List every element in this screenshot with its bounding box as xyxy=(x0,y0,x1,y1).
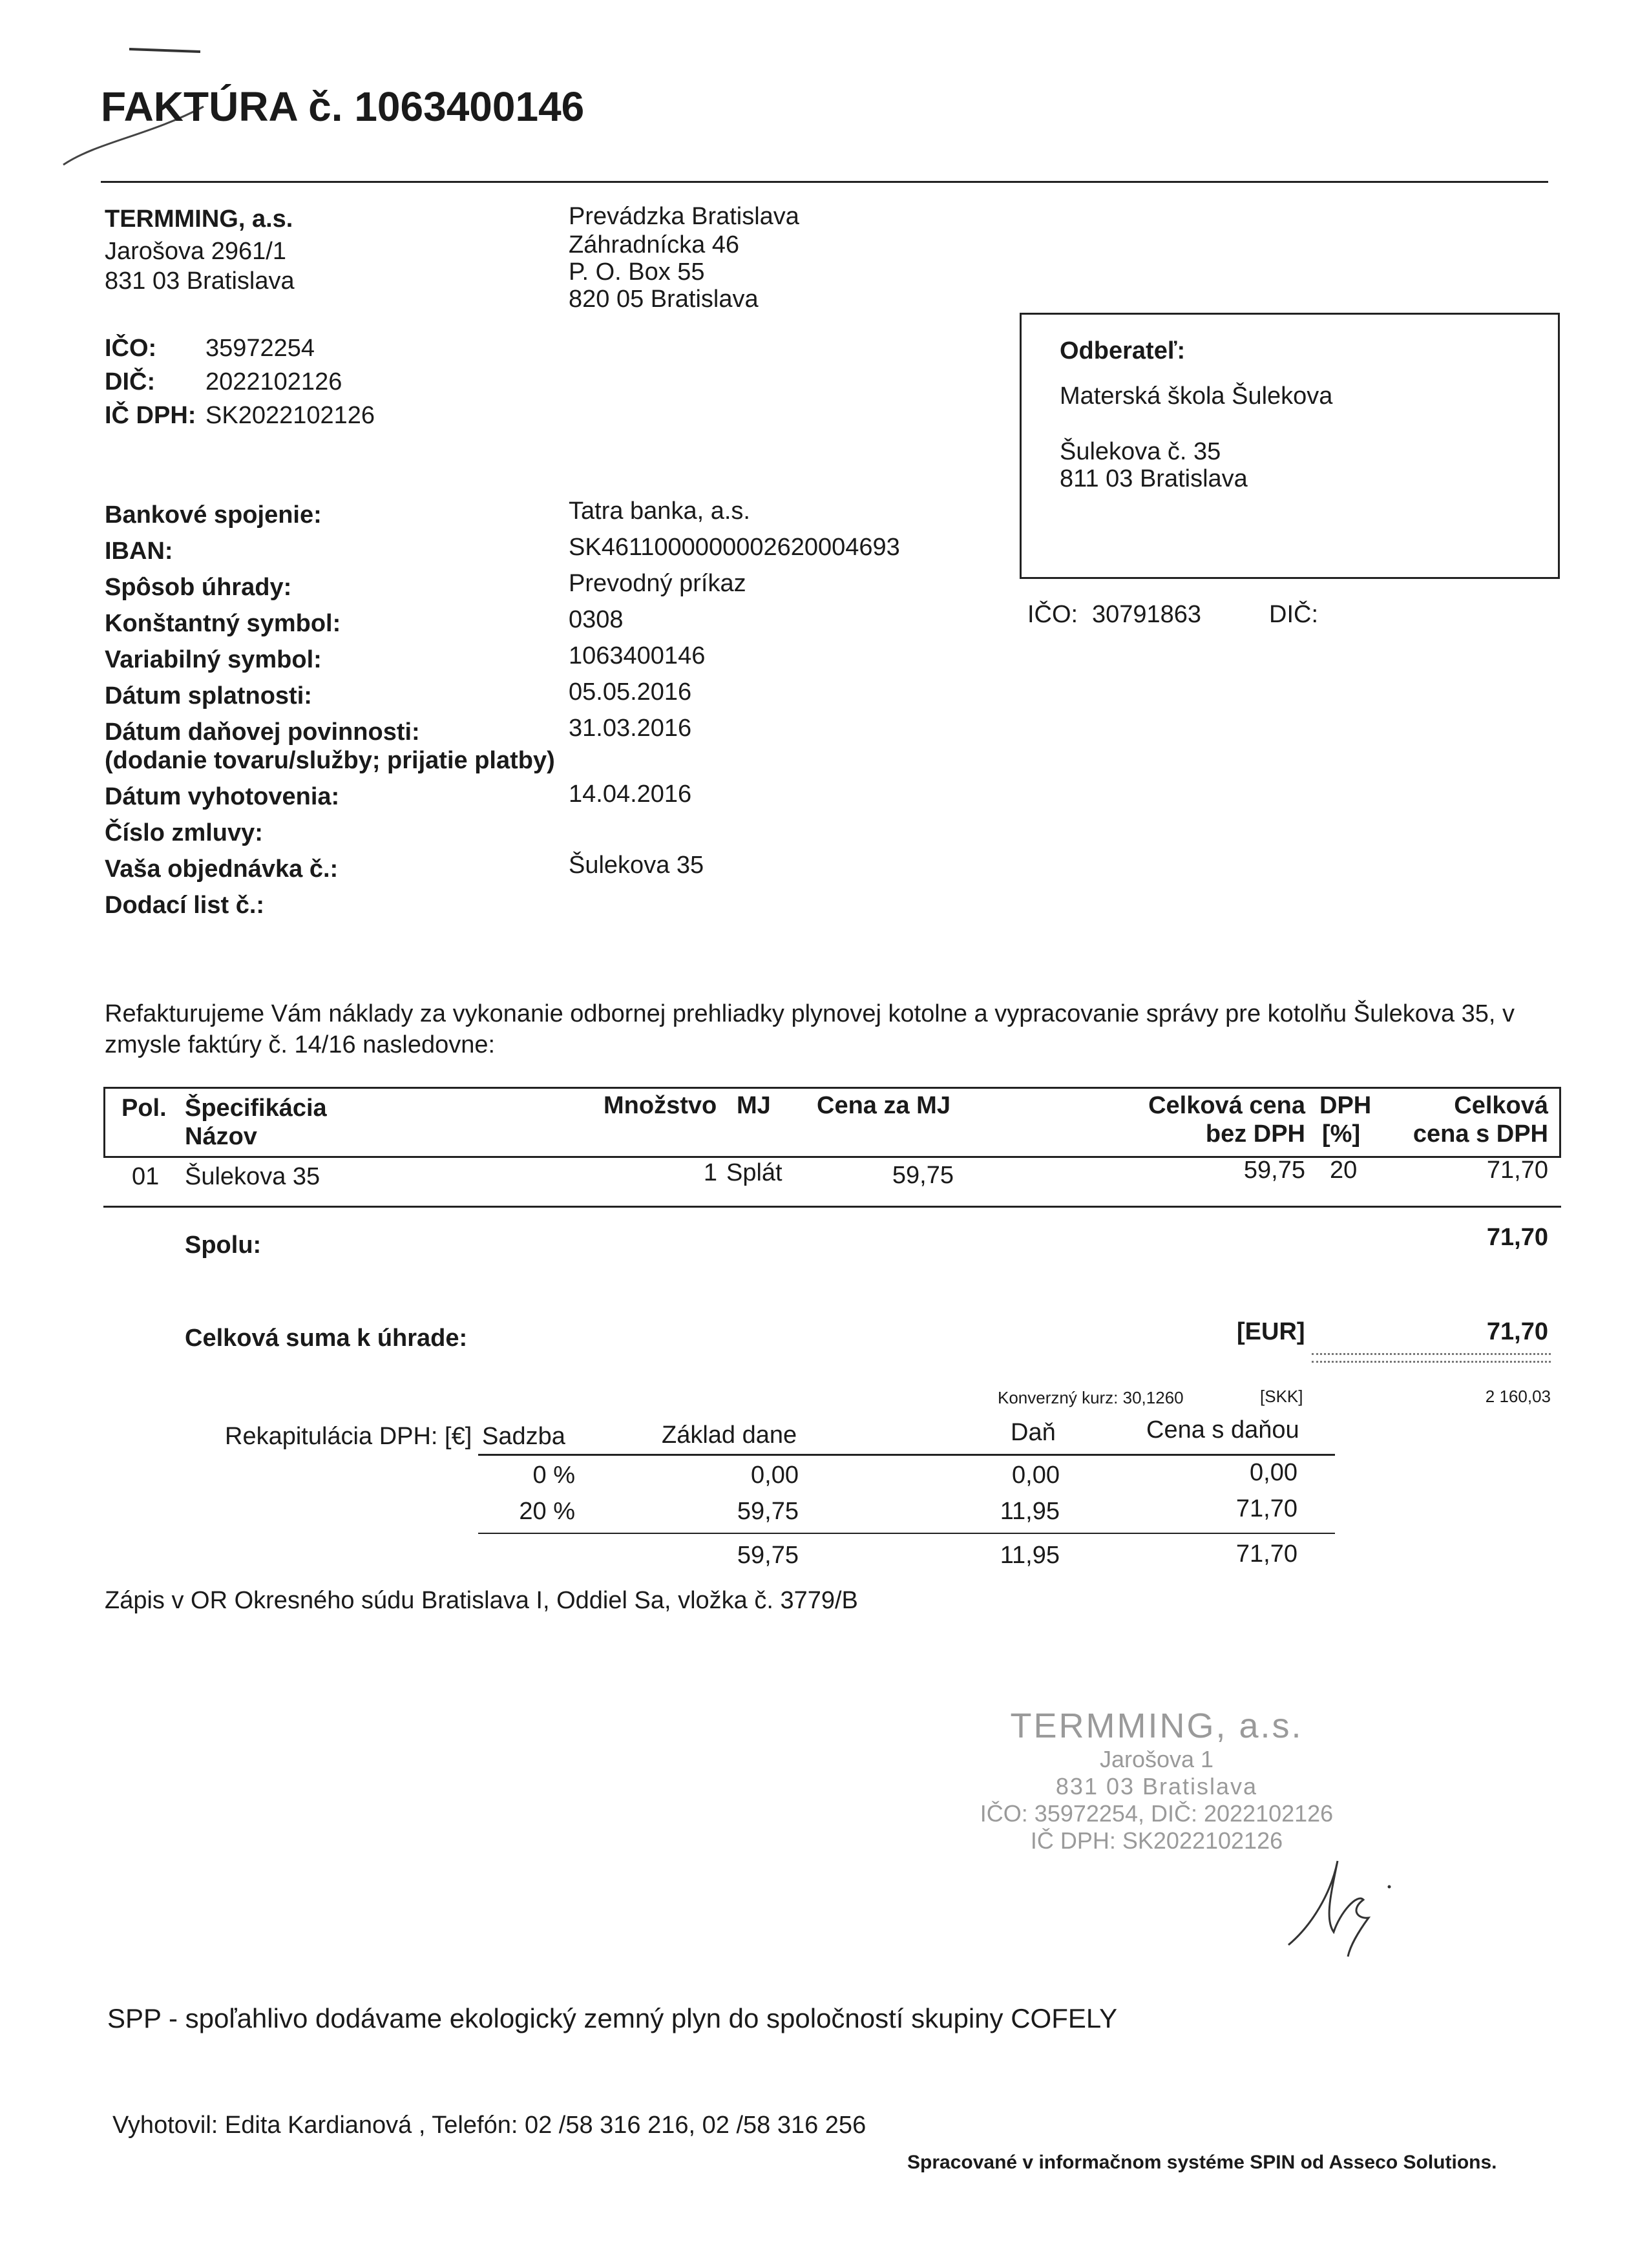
detail-value: Prevodný príkaz xyxy=(569,570,746,597)
detail-value: Tatra banka, a.s. xyxy=(569,498,750,525)
detail-label: IBAN: xyxy=(105,538,173,565)
col-vat: DPH xyxy=(1319,1092,1372,1119)
col-total-excl-2: bez DPH xyxy=(1205,1120,1305,1148)
detail-label: Číslo zmluvy: xyxy=(105,819,263,846)
vat-rate: 0 % xyxy=(532,1462,575,1489)
invoice-title: FAKTÚRA č. 1063400146 xyxy=(101,83,585,130)
col-pol: Pol. xyxy=(121,1095,167,1122)
dotted-rule xyxy=(1312,1353,1551,1355)
vat-base: 0,00 xyxy=(751,1462,799,1489)
sum-currency: [EUR] xyxy=(1237,1318,1305,1345)
detail-value: 31.03.2016 xyxy=(569,715,692,742)
detail-value: 05.05.2016 xyxy=(569,678,692,706)
stamp-line: 831 03 Bratislava xyxy=(1055,1773,1258,1800)
detail-label: Dátum vyhotovenia: xyxy=(105,783,340,810)
col-mj: MJ xyxy=(737,1092,771,1119)
detail-label: Spôsob úhrady: xyxy=(105,574,292,601)
customer-ico-label: IČO: xyxy=(1027,601,1078,628)
row-total-incl: 71,70 xyxy=(1486,1157,1548,1184)
description-line2: zmysle faktúry č. 14/16 nasledovne: xyxy=(105,1031,496,1058)
table-bottom-rule xyxy=(103,1206,1561,1208)
col-spec: Špecifikácia xyxy=(185,1095,327,1122)
row-pol: 01 xyxy=(132,1163,160,1190)
detail-label: Variabilný symbol: xyxy=(105,646,322,673)
vat-sum-tax: 11,95 xyxy=(1000,1542,1060,1569)
col-name: Názov xyxy=(185,1123,257,1150)
vat-sum-total: 71,70 xyxy=(1235,1540,1297,1568)
detail-label: Bankové spojenie: xyxy=(105,501,322,529)
supplier-dic: 2022102126 xyxy=(205,368,342,395)
row-qty: 1 xyxy=(703,1159,717,1186)
detail-label: Vaša objednávka č.: xyxy=(105,856,339,883)
row-total-excl: 59,75 xyxy=(1243,1157,1305,1184)
prepared-by: Vyhotovil: Edita Kardianová , Telefón: 02 /58 316 216, 02 /58 316 256 xyxy=(112,2112,867,2139)
stamp-line: IČO: 35972254, DIČ: 2022102126 xyxy=(980,1800,1334,1827)
vat-total: 0,00 xyxy=(1250,1459,1297,1486)
vat-recap-rate-header: Sadzba xyxy=(482,1423,565,1450)
supplier-icdph-label: IČ DPH: xyxy=(105,402,196,429)
vat-rate: 20 % xyxy=(519,1498,575,1525)
detail-value: 0308 xyxy=(569,606,624,633)
row-unit-price: 59,75 xyxy=(892,1162,954,1189)
detail-label: Dodací list č.: xyxy=(105,892,265,919)
branch-line2: Záhradnícka 46 xyxy=(569,231,740,258)
detail-value: 14.04.2016 xyxy=(569,781,692,808)
vat-recap-rows-rule xyxy=(478,1533,1335,1534)
vat-base: 59,75 xyxy=(737,1498,799,1525)
customer-ico: 30791863 xyxy=(1092,601,1202,628)
col-qty: Množstvo xyxy=(604,1092,717,1119)
row-name: Šulekova 35 xyxy=(185,1163,320,1190)
signature xyxy=(1286,1848,1402,1958)
col-total-incl: Celková xyxy=(1454,1092,1548,1119)
vat-recap-header-rule xyxy=(478,1454,1335,1456)
skk-value: 2 160,03 xyxy=(1485,1387,1551,1406)
detail-label: (dodanie tovaru/služby; prijatie platby) xyxy=(105,747,555,774)
vat-recap-total-header: Cena s daňou xyxy=(1146,1416,1299,1444)
footer-note: Spracované v informačnom systéme SPIN od Asseco Solutions. xyxy=(907,2152,1497,2173)
vat-recap-tax-header: Daň xyxy=(1011,1419,1056,1446)
customer-name: Materská škola Šulekova xyxy=(1060,383,1333,410)
stamp-line: IČ DPH: SK2022102126 xyxy=(1030,1827,1283,1854)
conversion-rate: Konverzný kurz: 30,1260 xyxy=(998,1388,1184,1407)
supplier-street: Jarošova 2961/1 xyxy=(105,238,286,265)
description-line1: Refakturujeme Vám náklady za vykonanie odbornej prehliadky plynovej kotolne a vypracovanie správy pre kotolňu Šulekova 35, v xyxy=(105,1000,1515,1027)
vat-recap-label: Rekapitulácia DPH: [€] xyxy=(225,1423,472,1450)
supplier-name: TERMMING, a.s. xyxy=(105,205,293,233)
row-mj: Splát xyxy=(726,1159,782,1186)
col-vat-2: [%] xyxy=(1322,1120,1361,1148)
customer-dic-label: DIČ: xyxy=(1269,601,1318,628)
branch-line4: 820 05 Bratislava xyxy=(569,286,759,313)
col-total-incl-2: cena s DPH xyxy=(1413,1120,1548,1148)
dotted-rule xyxy=(1312,1361,1551,1363)
col-total-excl: Celková cena xyxy=(1148,1092,1305,1119)
vat-total: 71,70 xyxy=(1235,1495,1297,1522)
sum-value: 71,70 xyxy=(1486,1318,1548,1345)
sum-label: Celková suma k úhrade: xyxy=(185,1325,468,1352)
slogan: SPP - spoľahlivo dodávame ekologický zemný plyn do spoločností skupiny COFELY xyxy=(107,2003,1118,2033)
customer-label: Odberateľ: xyxy=(1060,337,1186,364)
detail-label: Dátum daňovej povinnosti: xyxy=(105,719,420,746)
vat-tax: 11,95 xyxy=(1000,1498,1060,1525)
company-stamp xyxy=(956,1706,1357,1854)
detail-label: Konštantný symbol: xyxy=(105,610,341,637)
supplier-dic-label: DIČ: xyxy=(105,368,156,395)
row-vat: 20 xyxy=(1330,1157,1358,1184)
detail-value: 1063400146 xyxy=(569,642,706,669)
branch-line1: Prevádzka Bratislava xyxy=(569,203,799,230)
branch-line3: P. O. Box 55 xyxy=(569,258,705,286)
spolu-value: 71,70 xyxy=(1486,1224,1548,1251)
registry-note: Zápis v OR Okresného súdu Bratislava I, Oddiel Sa, vložka č. 3779/B xyxy=(105,1587,858,1614)
supplier-icdph: SK2022102126 xyxy=(205,402,375,429)
skk-label: [SKK] xyxy=(1260,1387,1303,1406)
vat-tax: 0,00 xyxy=(1012,1462,1060,1489)
col-unit-price: Cena za MJ xyxy=(817,1092,951,1119)
stamp-line: Jarošova 1 xyxy=(1099,1746,1214,1772)
supplier-ico: 35972254 xyxy=(205,335,315,362)
vat-sum-base: 59,75 xyxy=(737,1542,799,1569)
supplier-ico-label: IČO: xyxy=(105,335,157,362)
spolu-label: Spolu: xyxy=(185,1232,262,1259)
detail-value: SK4611000000002620004693 xyxy=(569,534,900,561)
stamp-line: TERMMING, a.s. xyxy=(1010,1706,1303,1745)
title-rule xyxy=(101,181,1548,183)
customer-city: 811 03 Bratislava xyxy=(1060,465,1248,492)
supplier-city: 831 03 Bratislava xyxy=(105,268,295,295)
detail-value: Šulekova 35 xyxy=(569,852,704,879)
detail-label: Dátum splatnosti: xyxy=(105,682,312,709)
customer-street: Šulekova č. 35 xyxy=(1060,438,1221,465)
vat-recap-base-header: Základ dane xyxy=(662,1422,797,1449)
